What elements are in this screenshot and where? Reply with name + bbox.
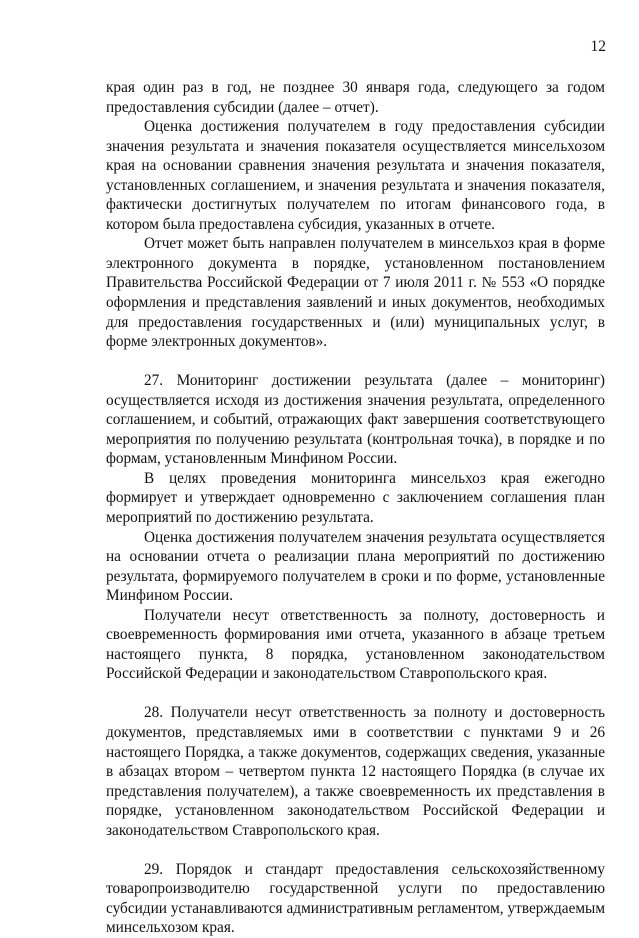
paragraph-electronic-report: Отчет может быть направлен получателем в минсельхоз края в форме электронного документа в порядке, установленном постановлением Правительства Российской Федерации от 7 июля 2011 г. № 553 «О порядке оформления и представления заявлений и иных документов, необходимых для предоставления государственных и (или) муниципальных услуг, в форме электронных документов». [106, 235, 605, 351]
paragraph-evaluation: Оценка достижения получателем в году предоставления субсидии значения результата и значения показателя осуществляется минсельхозом края на основании сравнения значения результата и значения показателя, установленных соглашением, и значения результата и значения показателя, фактически достигнутых получателем по итогам финансового года, в котором была предоставлена субсидия, указанных в отчете. [106, 118, 605, 233]
page-number: 12 [590, 38, 606, 55]
paragraph-item-28: 28. Получатели несут ответственность за полноту и достоверность документов, представляемых ими в соответствии с пунктами 9 и 26 настоящего Порядка, а также документов, содержащих сведения, указанные в абзацах втором – четвертом пункта 12 настоящего Порядка (в случае их представления получателем), а также своевременность их представления в порядке, установленном законодательством Российской Федерации и законодательством Ставропольского края. [106, 704, 605, 839]
paragraph-monitoring-evaluation: Оценка достижения получателем значения результата осуществляется на основании отчета о реализации плана мероприятий по достижению результата, формируемого получателем в сроки и по форме, установленные Минфином России. [106, 528, 605, 605]
paragraph-monitoring-plan: В целях проведения мониторинга минсельхоз края ежегодно формирует и утверждает одновременно с заключением соглашения план мероприятий по достижению результата. [106, 469, 605, 526]
paragraph-responsibility-report: Получатели несут ответственность за полноту, достоверность и своевременность формирования ими отчета, указанного в абзаце третьем настоящего пункта, 8 порядка, установленном законодательством Российской Федерации и законодательством Ставропольского края. [106, 606, 605, 683]
paragraph-report-deadline: края один раз в год, не позднее 30 января года, следующего за годом предоставления субсидии (далее – отчет). [106, 79, 605, 116]
paragraph-item-27: 27. Мониторинг достижении результата (далее – мониторинг) осуществляется исходя из достижения значения результата, определенного соглашением, и событий, отражающих факт завершения соответствующего мероприятия по получению результата (контрольная точка), в порядке и по формам, установленным Минфином России. [106, 372, 605, 468]
paragraph-item-29: 29. Порядок и стандарт предоставления сельскохозяйственному товаропроизводителю государственной услуги по предоставлению субсидии устанавливаются административным регламентом, утверждаемым минсельхозом края. [106, 860, 605, 937]
document-body [106, 78, 605, 938]
